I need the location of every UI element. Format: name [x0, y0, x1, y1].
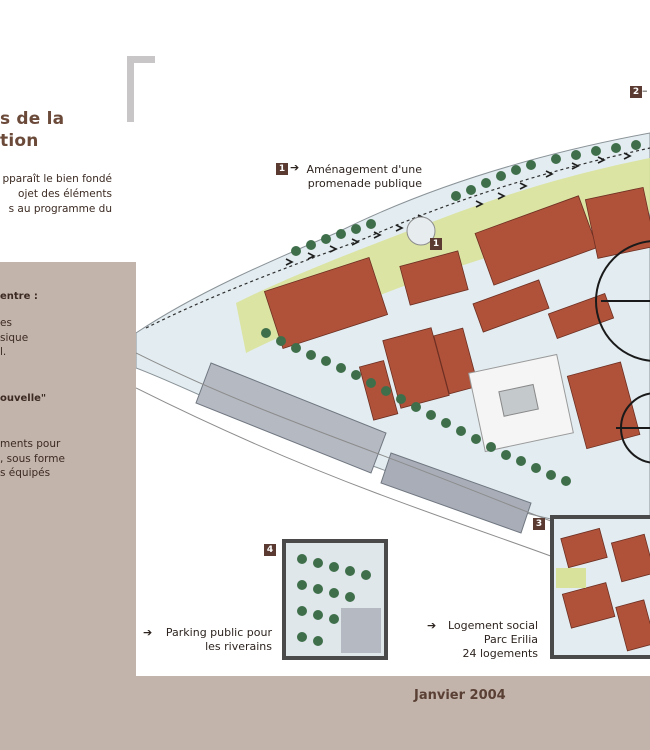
sidebar-quote: ouvelle": [0, 393, 47, 404]
callout-3-badge: 3: [533, 518, 545, 530]
footer-date: Janvier 2004: [414, 688, 506, 703]
inset-housing-green: [556, 568, 586, 588]
section-title: s de la tion: [0, 109, 65, 151]
callout-1-badge: 1: [276, 163, 288, 175]
site-plan-drawing: [136, 63, 650, 676]
callout-2-badge: 2: [630, 86, 642, 98]
sidebar-text-2: ments pour , sous forme s équipés: [0, 438, 65, 479]
callout-2-arrow: –: [642, 84, 648, 97]
inset-parking-lot: [341, 608, 381, 653]
callout-4-label: Parking public pour les riverains: [165, 626, 272, 653]
intro-paragraph: pparaît le bien fondé ojet des éléments s au programme du: [2, 173, 112, 215]
callout-4-badge: 4: [264, 544, 276, 556]
callout-1-label: Aménagement d'une promenade publique: [306, 163, 422, 190]
site-plan-panel: [136, 63, 650, 676]
callout-3-label: Logement social Parc Erilia 24 logements: [447, 619, 538, 660]
map-marker-1: 1: [430, 238, 442, 250]
sidebar-heading: entre :: [0, 291, 38, 302]
sidebar-text-1: es sique l.: [0, 317, 29, 358]
